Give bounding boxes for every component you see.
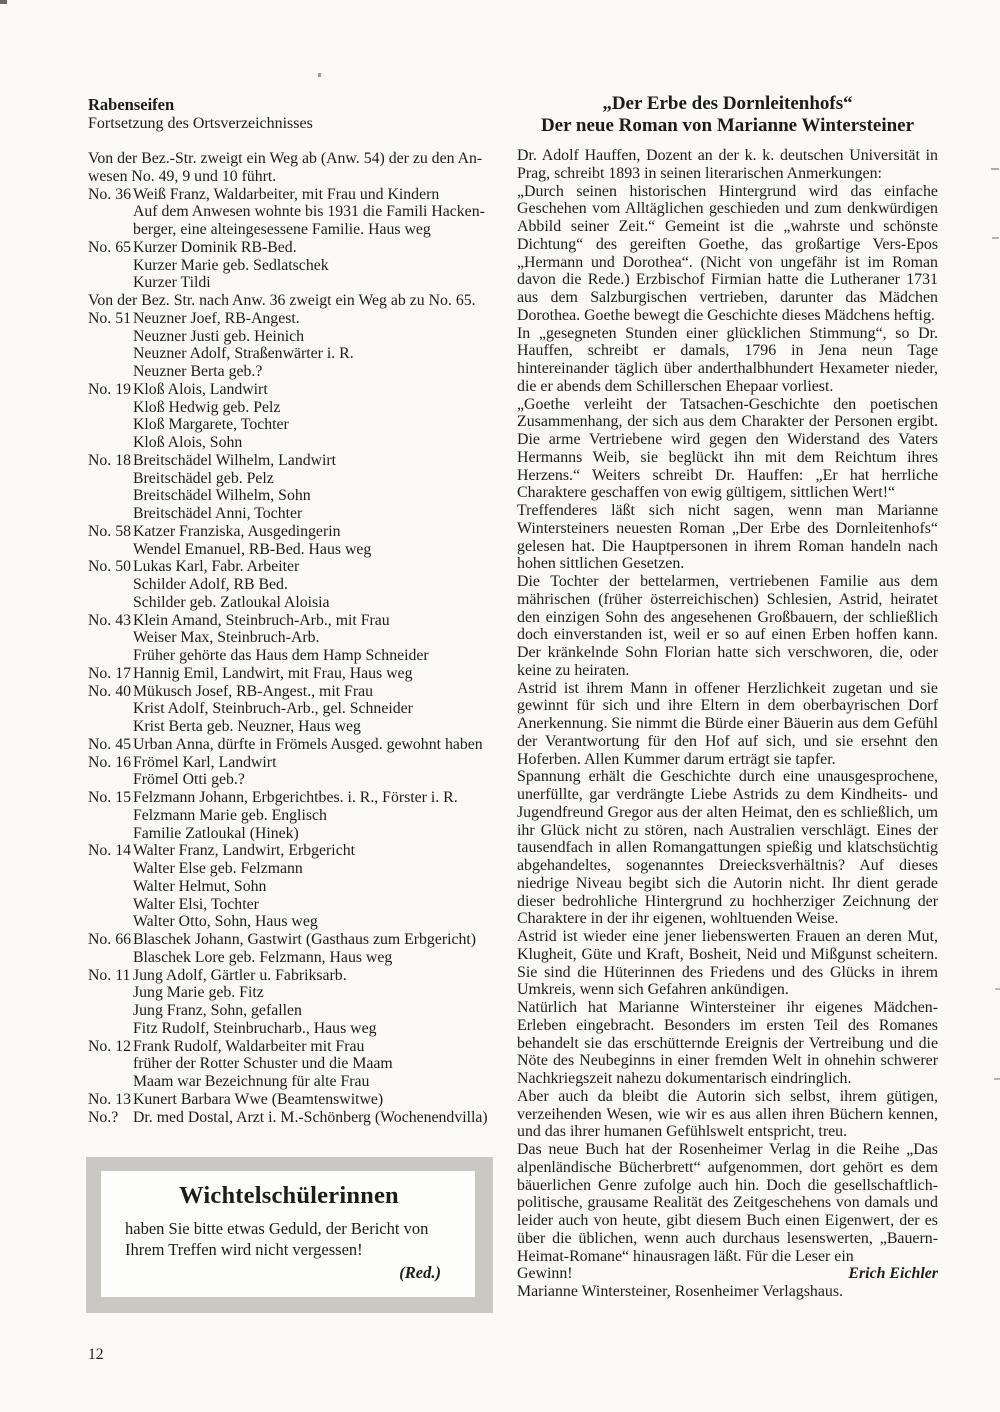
resident-text: Walter Franz, Landwirt, Erbgericht [133,842,355,860]
resident-text: früher der Rotter Schuster und die Maam [133,1055,393,1073]
house-number [88,860,133,878]
resident-text: Dr. med Dostal, Arzt i. M.-Schönberg (Wochenendvilla) [133,1108,488,1126]
resident-list-row [88,647,506,665]
resident-list-row [88,931,506,949]
resident-text: Krist Adolf, Steinbruch-Arb., gel. Schneider [133,700,413,718]
resident-list-row [88,807,506,825]
reviewer-name: Erich Eichler [848,1265,938,1283]
notice-body-line2: Ihrem Treffen wird nicht vergessen! [125,1239,363,1259]
resident-text: Felzmann Marie geb. Englisch [133,806,327,824]
house-number [88,416,133,434]
resident-list-row [88,434,506,452]
house-number [88,807,133,825]
resident-text: Weiß Franz, Waldarbeiter, mit Frau und Kindern [133,185,440,203]
resident-text: Blaschek Johann, Gastwirt (Gasthaus zum Erbgericht) [133,931,477,948]
house-number [88,771,133,789]
resident-list-row [88,612,506,630]
house-number: No. 18 [88,451,132,469]
notice-signature: (Red.) [399,1263,441,1282]
house-number [88,505,133,523]
resident-text: Fitz Rudolf, Steinbrucharb., Haus weg [133,1019,377,1037]
resident-text: Jung Adolf, Gärtler u. Fabriksarb. [133,966,347,984]
resident-list-row [88,1073,506,1091]
resident-text: Kloß Margarete, Tochter [133,416,289,434]
review-subtitle: Der neue Roman von Marianne Wintersteiner [540,114,915,136]
resident-text: Jung Franz, Sohn, gefallen [133,1002,302,1019]
resident-list-row [88,345,506,363]
house-number [88,1002,133,1020]
resident-text: Neuzner Berta geb.? [133,363,263,380]
notice-box-inner [101,1171,475,1297]
resident-text: Mükusch Josef, RB-Angest., mit Frau [133,682,374,700]
resident-text: berger, eine alteingesessene Familie. Haus weg [133,221,431,238]
resident-text: Von der Bez. Str. nach Anw. 36 zweigt ein Weg ab zu No. 65. [88,292,476,309]
resident-text: Felzmann Johann, Erbgerichtbes. i. R., Förster i. R. [133,789,458,806]
resident-list-row [88,505,506,523]
house-number [88,203,133,221]
resident-list-row [88,221,506,239]
page-number: 12 [88,1346,104,1363]
resident-list-row [88,470,506,488]
review-paragraph: „Durch seinen historischen Hintergrund wird das einfache Geschehen vom Alltäglichen geschieden und zum denkwürdigen Abbild seiner Zeit.“ Gemeint ist die „wahrste und schönste Dichtung“ des gereiften Goethe, das großartige Vers-Epos „Hermann und Dorothea“. (Nicht von ungefähr ist im Roman davon die Rede.) Erzbischof Firmian hatte die Lutheraner 1731 aus dem Salzburgischen vertrieben, darunter das Mädchen Dorothea. Goethe bewegt die Geschichte dieses Mädchens heftig. [517,182,938,324]
house-number [88,328,133,346]
house-number: No. 50 [88,558,132,576]
house-number: No. 36 [88,185,132,203]
resident-list-row [88,292,506,310]
scan-artifact [318,73,321,77]
house-number [88,647,133,665]
register-subtitle: Fortsetzung des Ortsverzeichnisses [88,115,313,132]
village-name-heading: Rabenseifen [88,95,175,114]
resident-list-row [88,487,506,505]
resident-list-row [88,1038,506,1056]
resident-text: Kurzer Marie geb. Sedlatschek [133,256,329,274]
resident-list-row [88,257,506,275]
house-number [88,1020,133,1038]
resident-list-row [88,984,506,1002]
review-paragraph: Astrid ist ihrem Mann in offener Herzlichkeit zugetan und sie gewinnt für sich und ihre Eltern in dem oberbayrischen Dorf Anerkennung. Sie nimmt die Bürde einer Bäuerin aus dem Gefühl der Verantwortung für den Hof auf sich, und sie ersehnt den Hoferben. Allen Kummer darum erträgt sie tapfer. [517,679,938,768]
resident-text: Walter Else geb. Felzmann [133,860,303,877]
resident-list-row [88,665,506,683]
resident-list-row [88,1020,506,1038]
house-number [88,274,133,292]
house-number [88,399,133,417]
review-paragraph: Treffenderes läßt sich nicht sagen, wenn man Marianne Wintersteiners neuesten Roman „Der Erbe des Dornleitenhofs“ gelesen hat. Die Hauptpersonen in ihrem Roman handeln nach hohen sittlichen Gesetzen. [517,502,938,573]
house-number [88,541,133,559]
resident-text: Schilder Adolf, RB Bed. [133,576,288,593]
house-number [88,345,133,363]
house-number [88,470,133,488]
house-number: No. 45 [88,735,132,753]
resident-text: Blaschek Lore geb. Felzmann, Haus weg [133,948,393,966]
resident-list-row [88,771,506,789]
review-paragraph: In „gesegneten Stunden einer glücklichen Stimmung“, so Dr. Hauffen, schreibt er damals, 1796 in Jena neun Tage hintereinander täglich über anderthalbhundert Hexameter nieder, die er abends dem Schillerschen Ehepaar vorliest. [517,324,938,395]
resident-text: Wendel Emanuel, RB-Bed. Haus weg [133,540,372,558]
review-paragraph: Das neue Buch hat der Rosenheimer Verlag in die Reihe „Das alpenländische Bücherbrett“ aufgenommen, dort gehört es dem bäuerlichen Genre zufolge auch hin. Doch die gesellschaftlich-politische, grausame Realität des Zeitgeschehens von damals und leider auch von heute, gibt diesem Buch einen Eigenwert, der es über die üblichen, wenn auch durchaus lesenswerten, „Bauern-Heimat-Romane“ hinausragen läßt. Für die Leser ein [517,1141,938,1265]
review-paragraph: Aber auch da bleibt die Autorin sich selbst, ihrem gütigen, verzeihenden Wesen, wie wir es aus allen ihren Büchern kennen, und das ihrer humanen Gefühlswelt entspricht, treu. [517,1087,938,1141]
house-number: No.? [88,1108,119,1126]
resident-list-row [88,363,506,381]
house-number: No. 40 [88,682,132,700]
review-paragraph: Dr. Adolf Hauffen, Dozent an der k. k. deutschen Universität in Prag, schreibt 1893 in seinen literarischen Anmerkungen: [517,147,938,182]
review-paragraph: Astrid ist wieder eine jener liebenswerten Frauen an deren Mut, Klugheit, Güte und Kraft, Bosheit, Neid und Mißgunst scheitern. Sie sind die Hüterinnen des Friedens und des Glücks in ihrem Umkreis, wenn sich Gefahren ankündigen. [517,928,938,999]
house-number: No. 51 [88,309,132,327]
resident-text: Frömel Karl, Landwirt [133,753,277,771]
house-number [88,949,133,967]
resident-list-row [88,558,506,576]
resident-text: Kurzer Tildi [133,274,211,292]
review-closing-word: Gewinn! [517,1265,573,1283]
resident-list-row [88,150,506,168]
resident-text: Auf dem Anwesen wohnte bis 1931 die Famili Hacken- [133,203,485,221]
resident-text: Frank Rudolf, Waldarbeiter mit Frau [133,1037,365,1055]
resident-list-row [88,186,506,204]
review-body [517,147,938,1265]
house-number [88,363,133,381]
notice-body [125,1219,453,1260]
resident-text: Kloß Alois, Sohn [133,434,243,451]
resident-text: Von der Bez.-Str. zweigt ein Weg ab (Anw. 54) der zu den An- [88,150,483,167]
house-number [88,1055,133,1073]
resident-text: Katzer Franziska, Ausgedingerin [133,522,341,540]
resident-text: Urban Anna, dürfte in Frömels Ausged. gewohnt haben [133,735,483,753]
resident-list-row [88,168,506,186]
resident-text: Kunert Barbara Wwe (Beamtenswitwe) [133,1090,384,1108]
resident-list-row [88,274,506,292]
house-number [88,257,133,275]
resident-list-row [88,310,506,328]
resident-list-row [88,967,506,985]
resident-text: Neuzner Adolf, Straßenwärter i. R. [133,345,354,363]
house-number [88,221,133,239]
house-number [88,984,133,1002]
review-paragraph: Natürlich hat Marianne Wintersteiner ihr eigenes Mädchen-Erleben eingebracht. Besonders im ersten Teil des Romanes behandelt sie das erschütternde Ereignis der Vertreibung und die Nöte des Neubeginns in einer fremden Welt in ohnehin schwerer Nachkriegszeit nahezu dokumentarisch eindringlich. [517,999,938,1087]
resident-text: Kurzer Dominik RB-Bed. [133,238,297,256]
resident-text: Maam war Bezeichnung für alte Frau [133,1073,370,1090]
resident-text: wesen No. 49, 9 und 10 führt. [88,167,277,185]
resident-list-row [88,683,506,701]
review-paragraph: Die Tochter der bettelarmen, vertriebenen Familie aus dem mährischen (früher österreichischen) Schlesien, Astrid, heiratet den einzigen Sohn des angesehenen Großbauern, der schließlich doch einverstanden ist, weil er so auf einen Erben hoffen kann. Der kränkelnde Sohn Florian hatte sich verschworen, die, oder keine zu heiraten. [517,573,938,679]
house-number: No. 17 [88,664,132,682]
resident-text: Lukas Karl, Fabr. Arbeiter [133,558,300,576]
resident-list-row [88,594,506,612]
resident-list-row [88,700,506,718]
resident-text: Klein Amand, Steinbruch-Arb., mit Frau [133,611,390,629]
resident-list-row [88,328,506,346]
resident-list-row [88,896,506,914]
resident-list-row [88,860,506,878]
house-number: No. 65 [88,238,132,256]
house-number: No. 43 [88,611,132,629]
resident-text: Neuzner Justi geb. Heinich [133,327,305,345]
resident-list-row [88,416,506,434]
review-closing-row [517,1265,938,1283]
house-number [88,434,133,452]
house-number: No. 58 [88,522,132,540]
resident-list-row [88,825,506,843]
resident-text: Weiser Max, Steinbruch-Arb. [133,629,320,647]
resident-text: Jung Marie geb. Fitz [133,984,264,1002]
resident-list-row [88,842,506,860]
book-review-column [517,93,938,1301]
resident-text: Breitschädel Wilhelm, Landwirt [133,451,337,469]
review-paragraph: „Goethe verleiht der Tatsachen-Geschichte den poetischen Zusammenhang, der sich aus dem Charakter der Personen ergibt. Die arme Vertriebene wird gegen den Widerstand des Vaters Hermanns Weib, sie beglückt ihn mit dem Reichtum ihres Herzens.“ Weiters schreibt Dr. Hauffen: „Er hat herrliche Charaktere geschaffen von ewig gültigem, sittlichen Wert!“ [517,395,938,502]
resident-list-row [88,1055,506,1073]
resident-text: Früher gehörte das Haus dem Hamp Schneider [133,647,429,664]
house-number [88,700,133,718]
resident-list-row [88,913,506,931]
resident-list-row [88,718,506,736]
resident-text: Frömel Otti geb.? [133,771,245,789]
house-number: No. 15 [88,789,132,806]
house-number [88,487,133,505]
publisher-line: Marianne Wintersteiner, Rosenheimer Verlagshaus. [517,1283,844,1300]
house-number [88,594,133,612]
notice-box [86,1157,493,1313]
resident-text: Breitschädel Wilhelm, Sohn [133,487,311,505]
resident-list-row [88,239,506,257]
house-number [88,629,133,647]
scan-artifact [994,1078,1000,1080]
scan-artifact [0,0,7,4]
house-number [88,913,133,931]
scan-artifact [995,988,1000,990]
house-number [88,825,133,843]
resident-text: Breitschädel geb. Pelz [133,469,274,487]
resident-list-row [88,381,506,399]
house-number: No. 13 [88,1090,132,1108]
resident-list-row [88,452,506,470]
resident-list-row [88,576,506,594]
house-number: No. 14 [88,842,132,860]
resident-text: Schilder geb. Zatloukal Aloisia [133,593,330,611]
resident-text: Krist Berta geb. Neuzner, Haus weg [133,718,361,735]
resident-text: Neuzner Joef, RB-Angest. [133,309,300,327]
house-number [88,1073,133,1091]
resident-text: Walter Helmut, Sohn [133,877,267,895]
house-number: No. 12 [88,1037,132,1055]
house-number [88,878,133,896]
resident-list-row [88,878,506,896]
house-number [88,718,133,736]
resident-list-row [88,523,506,541]
resident-list-row [88,736,506,754]
resident-text: Hannig Emil, Landwirt, mit Frau, Haus weg [133,664,413,682]
house-number: No. 66 [88,931,132,948]
house-number: No. 16 [88,753,132,771]
resident-text: Kloß Hedwig geb. Pelz [133,398,281,416]
scan-artifact [991,168,999,170]
village-register-column [88,95,506,1126]
notice-body-line1: haben Sie bitte etwas Geduld, der Bericht von [125,1219,429,1238]
resident-list-row [88,629,506,647]
house-number [88,576,133,594]
resident-list-row [88,399,506,417]
resident-list-row [88,754,506,772]
resident-text: Breitschädel Anni, Tochter [133,505,303,522]
review-paragraph: Spannung erhält die Geschichte durch eine unausgesprochene, unerfüllte, gar verdrängte Liebe Astrids zu dem Kindheits- und Jugendfreund Gregor aus der alten Heimat, den es schließlich, um ihr Glück nicht zu stören, nach Australien verschlägt. Eines der tausendfach in allen Romangattungen spießig und klatschsüchtig abgehandeltes, sogenanntes Dreiecksverhältnis? Auf dieses niedrige Niveau begibt sich die Autorin nicht. Ihr dient gerade dieser bedrohliche Hintergrund zu hochherziger Zeichnung der Charaktere in der ihr eigenen, wohltuenden Weise. [517,768,938,928]
house-number: No. 11 [88,966,131,984]
review-title: „Der Erbe des Dornleitenhofs“ [602,93,853,114]
house-number: No. 19 [88,380,132,398]
scan-artifact [992,237,999,239]
resident-text: Walter Otto, Sohn, Haus weg [133,913,318,931]
resident-list-row [88,203,506,221]
notice-title: Wichtelschülerinnen [179,1182,399,1209]
resident-text: Walter Elsi, Tochter [133,895,259,913]
resident-list-row [88,789,506,807]
resident-list-row [88,1091,506,1109]
resident-list [88,150,506,1126]
resident-list-row [88,541,506,559]
resident-text: Familie Zatloukal (Hinek) [133,824,299,842]
house-number [88,896,133,914]
resident-list-row [88,1002,506,1020]
resident-text: Kloß Alois, Landwirt [133,380,268,398]
resident-list-row [88,1109,506,1127]
resident-list-row [88,949,506,967]
